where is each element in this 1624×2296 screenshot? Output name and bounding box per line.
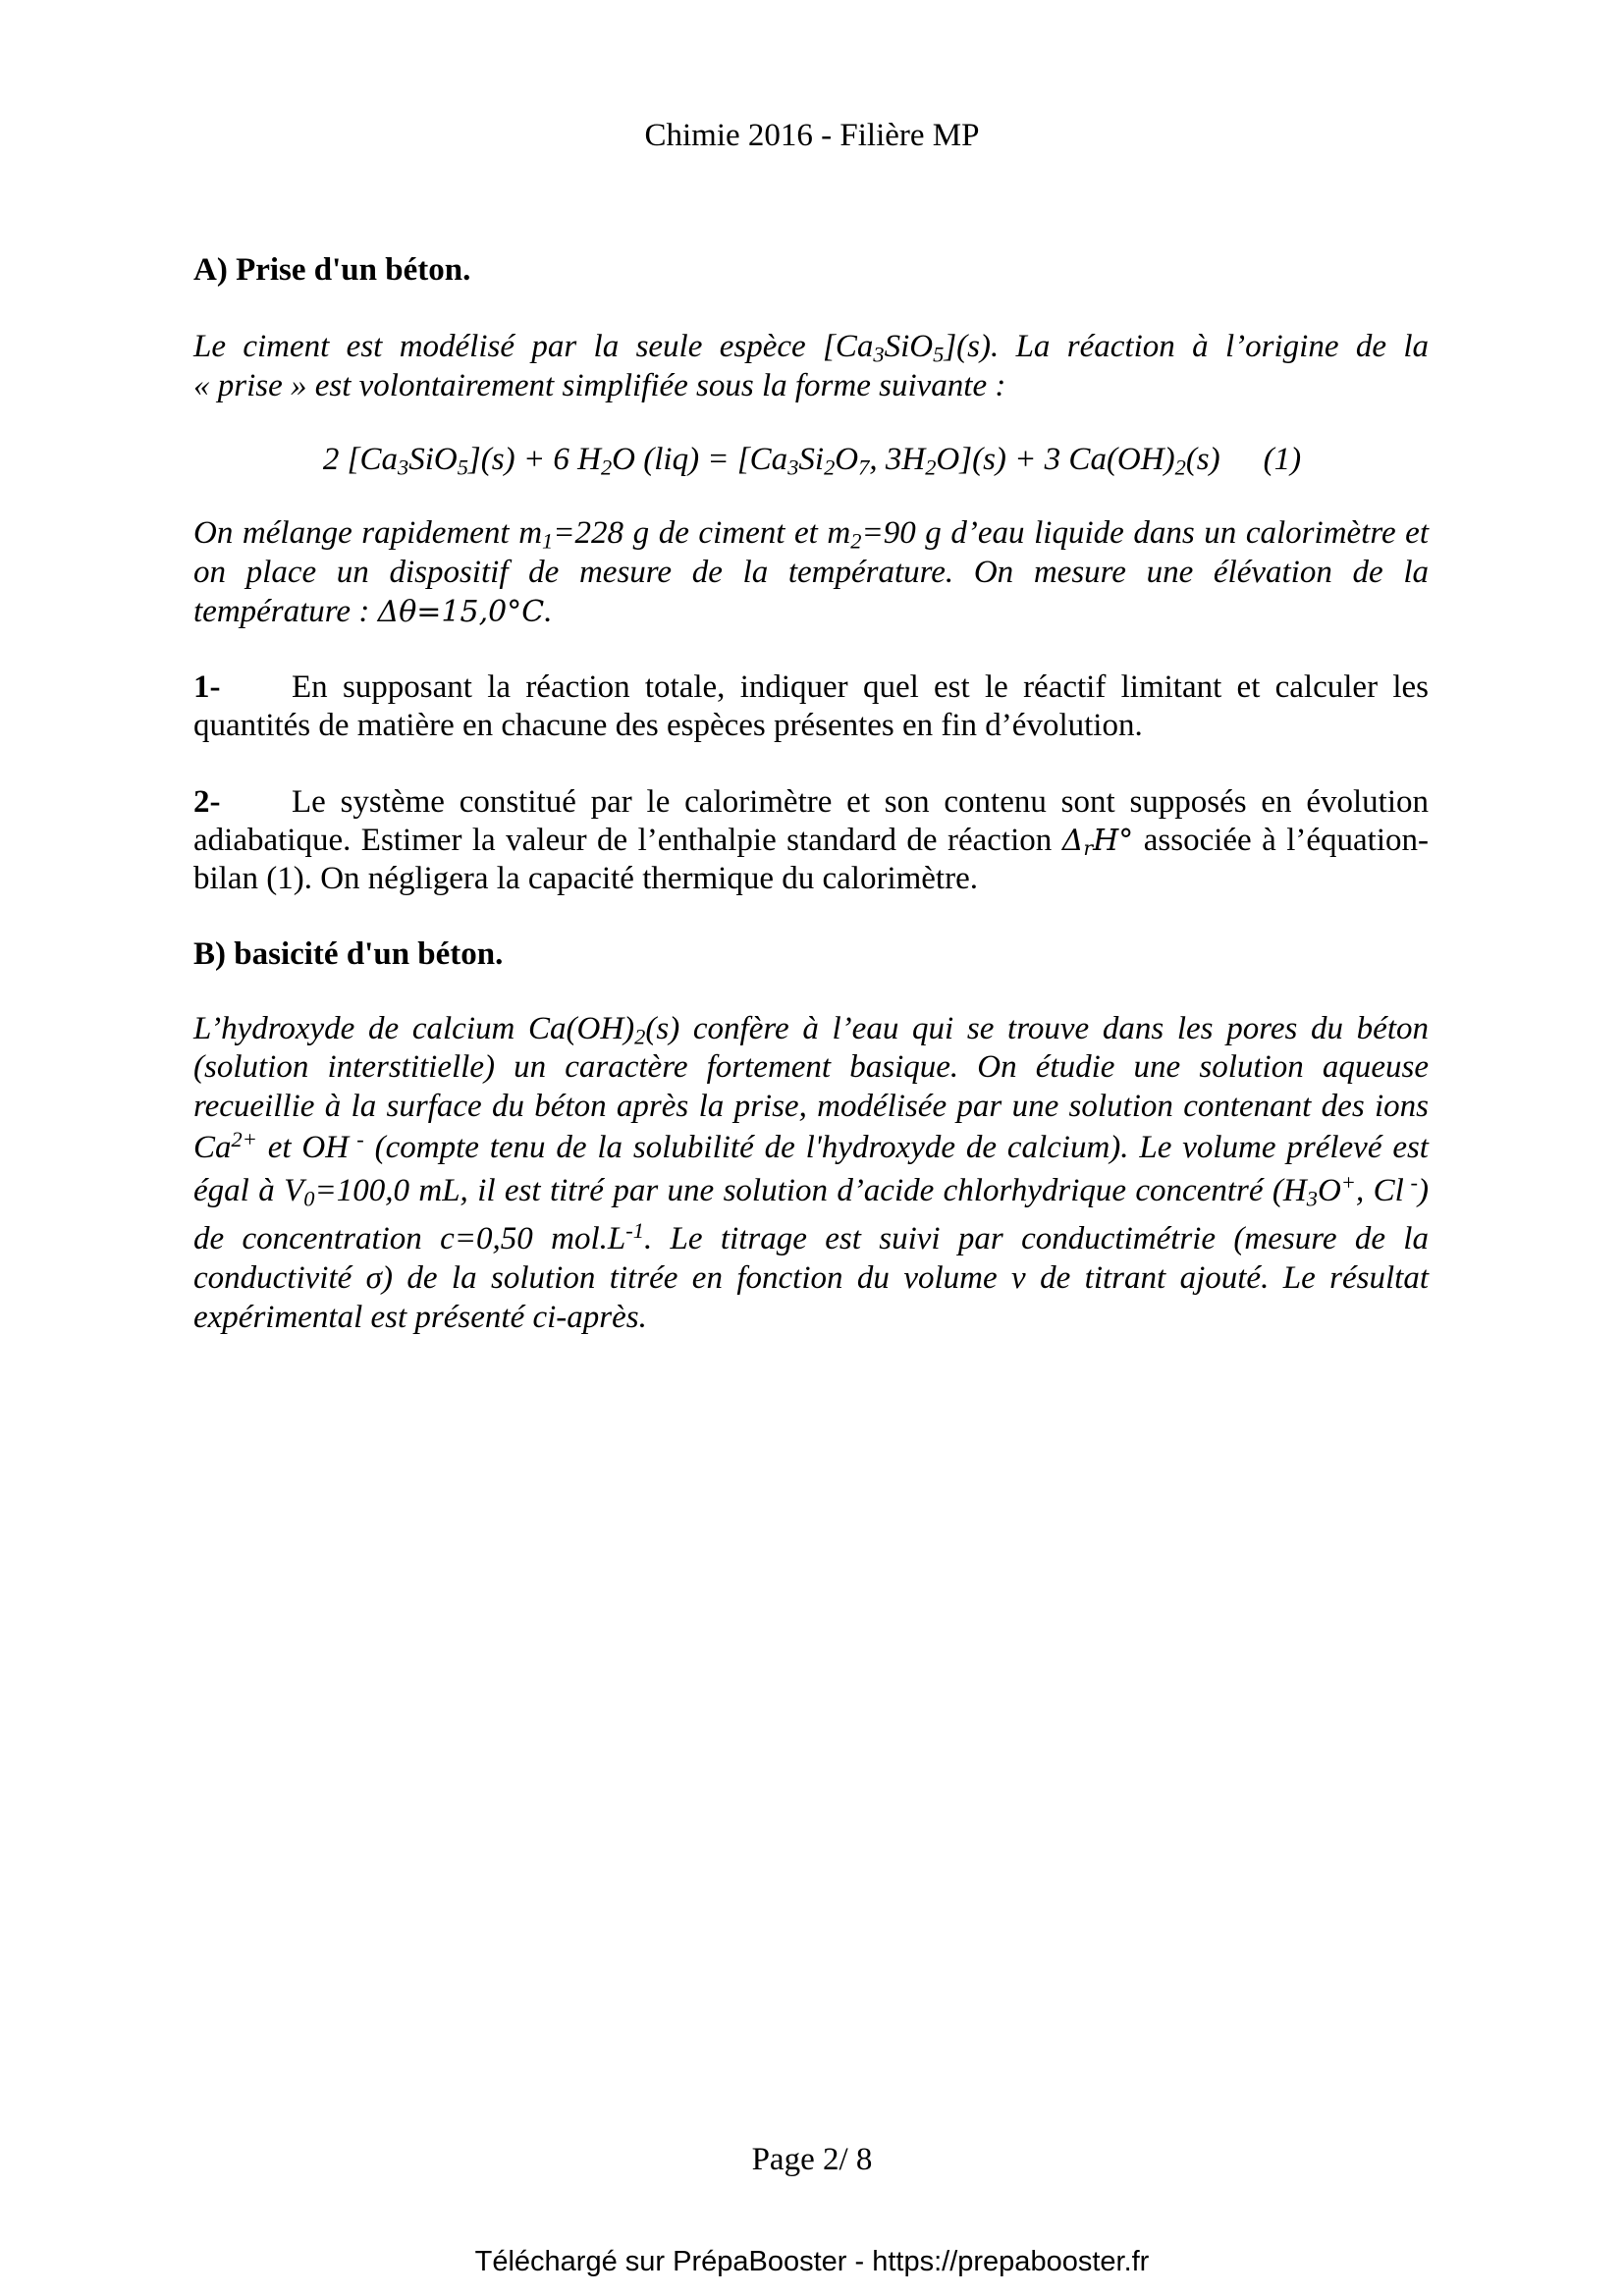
question-2-line-3: bilan (1). On négligera la capacité thermique du calorimètre. <box>193 861 978 896</box>
text-run: adiabatique. Estimer la valeur de l’enthalpie standard de réaction <box>193 823 1062 858</box>
text-run: , Cl <box>1355 1173 1404 1208</box>
text-run: =90 g d’eau liquide dans un calorimètre et <box>861 515 1430 551</box>
eq-part: , 3H <box>869 442 926 477</box>
section-a-heading: A) Prise d'un béton. <box>193 252 471 288</box>
text-run: ) <box>1417 1173 1429 1208</box>
text-run: associée à l’équation- <box>1133 823 1429 858</box>
superscript: -1 <box>625 1217 644 1243</box>
b-line-7: conductivité σ) de la solution titrée en fonction du volume v de titrant ajouté. Le résultat <box>193 1260 1429 1296</box>
text-run: température : <box>193 594 378 629</box>
download-watermark: Téléchargé sur PrépaBooster - https://prepabooster.fr <box>474 2246 1150 2277</box>
reaction-equation <box>0 440 1624 479</box>
text-run: et OH <box>256 1130 350 1165</box>
eq-part: O](s) + 3 Ca(OH) <box>936 442 1175 477</box>
section-b-heading: B) basicité d'un béton. <box>193 936 504 972</box>
mix-line-3 <box>193 592 1429 632</box>
subscript: 5 <box>933 342 945 367</box>
text-run: (s) confère à l’eau qui se trouve dans les pores du béton <box>645 1011 1430 1046</box>
text-run: On mélange rapidement m <box>193 515 543 551</box>
question-number: 2- <box>193 784 221 820</box>
subscript: 5 <box>457 454 468 480</box>
page-header-title: Chimie 2016 - Filière MP <box>644 118 980 153</box>
eq-part: ](s) + 6 H <box>467 442 601 477</box>
b-line-1 <box>193 1009 1429 1048</box>
intro-line-1 <box>193 327 1429 366</box>
math-part: Δ <box>1061 824 1084 858</box>
subscript: 2 <box>850 528 862 554</box>
b-line-3: recueillie à la surface du béton après la prise, modélisée par une solution contenant des ions <box>193 1089 1429 1124</box>
text-run: Le ciment est modélisé par la seule espèce [Ca <box>193 329 874 364</box>
text-run: Le système constitué par le calorimètre et son contenu sont supposés en évolution <box>292 784 1429 820</box>
equation-number: (1) <box>1263 442 1302 477</box>
text-run: égal à V <box>193 1173 304 1208</box>
text-run: En supposant la réaction totale, indiquer quel est le réactif limitant et calculer les <box>292 669 1429 705</box>
subscript: 3 <box>873 342 885 367</box>
text-run: Ca <box>193 1130 232 1165</box>
b-line-2: (solution interstitielle) un caractère fortement basique. On étudie une solution aqueuse <box>193 1049 1429 1085</box>
question-1-line-1 <box>193 667 1429 707</box>
text-run: ](s). La réaction à l’origine de la <box>944 329 1429 364</box>
b-line-4 <box>193 1128 1429 1167</box>
subscript: 2 <box>925 454 937 480</box>
intro-line-2: « prise » est volontairement simplifiée sous la forme suivante : <box>193 368 1006 403</box>
eq-part: 2 [Ca <box>322 442 398 477</box>
text-run: O <box>1317 1173 1341 1208</box>
subscript: 3 <box>1306 1186 1318 1211</box>
subscript: 2 <box>634 1024 646 1049</box>
delta-theta-math: Δθ=15,0°C <box>377 595 545 629</box>
eq-part: Si <box>798 442 825 477</box>
subscript: r <box>1083 836 1094 861</box>
superscript: + <box>1340 1169 1356 1195</box>
question-2-line-1 <box>193 782 1429 822</box>
subscript: 3 <box>397 454 409 480</box>
subscript: 1 <box>542 528 554 554</box>
b-line-6 <box>193 1219 1429 1258</box>
subscript: 2 <box>824 454 836 480</box>
superscript: - <box>349 1126 364 1151</box>
mix-line-1 <box>193 513 1429 553</box>
subscript: 0 <box>303 1186 315 1211</box>
question-2-line-2 <box>193 821 1429 861</box>
eq-part: O (liq) = [Ca <box>612 442 788 477</box>
b-line-5 <box>193 1171 1429 1210</box>
text-run: . <box>544 594 553 629</box>
subscript: 2 <box>1174 454 1186 480</box>
superscript: - <box>1403 1169 1418 1195</box>
eq-part: O <box>835 442 859 477</box>
b-line-8: expérimental est présenté ci-après. <box>193 1300 647 1335</box>
text-run: L’hydroxyde de calcium Ca(OH) <box>193 1011 635 1046</box>
question-number: 1- <box>193 669 221 705</box>
superscript: 2+ <box>231 1126 257 1151</box>
text-run: (compte tenu de la solubilité de l'hydroxyde de calcium). Le volume prélevé est <box>363 1130 1429 1165</box>
text-run: . Le titrage est suivi par conductimétrie (mesure de la <box>643 1221 1429 1256</box>
text-run: SiO <box>884 329 934 364</box>
delta-r-h-math <box>1061 824 1134 861</box>
eq-part: SiO <box>408 442 458 477</box>
text-run: =228 g de ciment et m <box>553 515 851 551</box>
math-part: H° <box>1093 824 1134 858</box>
mix-line-2: on place un dispositif de mesure de la température. On mesure une élévation de la <box>193 555 1429 590</box>
page-number: Page 2/ 8 <box>751 2142 873 2177</box>
question-1-line-2: quantités de matière en chacune des espèces présentes en fin d’évolution. <box>193 708 1143 743</box>
subscript: 2 <box>600 454 613 480</box>
text-run: de concentration c=0,50 mol.L <box>193 1221 626 1256</box>
subscript: 3 <box>787 454 799 480</box>
eq-part: (s) <box>1185 442 1220 477</box>
text-run: =100,0 mL, il est titré par une solution d’acide chlorhydrique concentré (H <box>314 1173 1307 1208</box>
subscript: 7 <box>858 454 870 480</box>
